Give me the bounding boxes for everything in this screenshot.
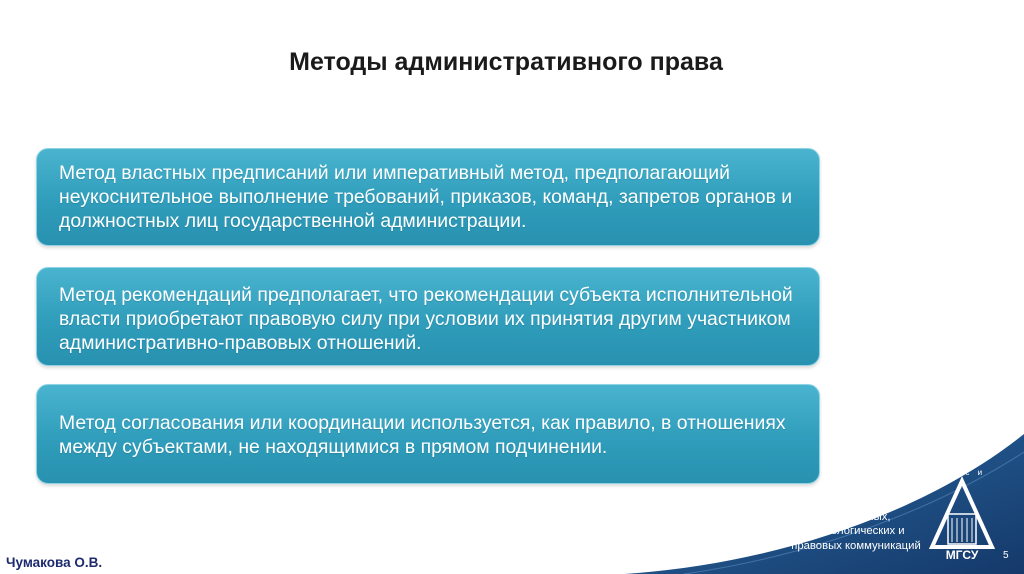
method-card-text: Метод согласования или координации используется, как правило, в отношениях между субъектами, не находящимися в прямом подчинении. [59, 412, 786, 458]
slide-title: Методы административного права [289, 48, 723, 76]
logo-name: МГСУ [945, 548, 979, 562]
department-label [778, 496, 934, 553]
department-line: Кафедра [832, 497, 880, 509]
author-name: Чумакова О.В. [6, 555, 103, 570]
logo-letters: м и с и [938, 468, 986, 477]
department-line: психологических и [807, 525, 905, 538]
department-line: правовых коммуникаций [791, 539, 921, 552]
page-number: 5 [1003, 550, 1009, 561]
method-card-recommendation [36, 267, 820, 366]
method-card-text: Метод властных предписаний или императивный метод, предполагающий неукоснительное выполнение требований, приказов, команд, запретов органов и должностных лиц государственной администрации. [59, 162, 793, 232]
method-card-imperative [36, 148, 820, 246]
method-card-text: Метод рекомендаций предполагает, что рекомендации субъекта исполнительной власти приобретают правовую силу при условии их принятия другим участником административно-правовых отношений. [59, 284, 793, 354]
mgsu-logo-icon [928, 462, 996, 562]
department-line: Социальных, [821, 511, 891, 524]
